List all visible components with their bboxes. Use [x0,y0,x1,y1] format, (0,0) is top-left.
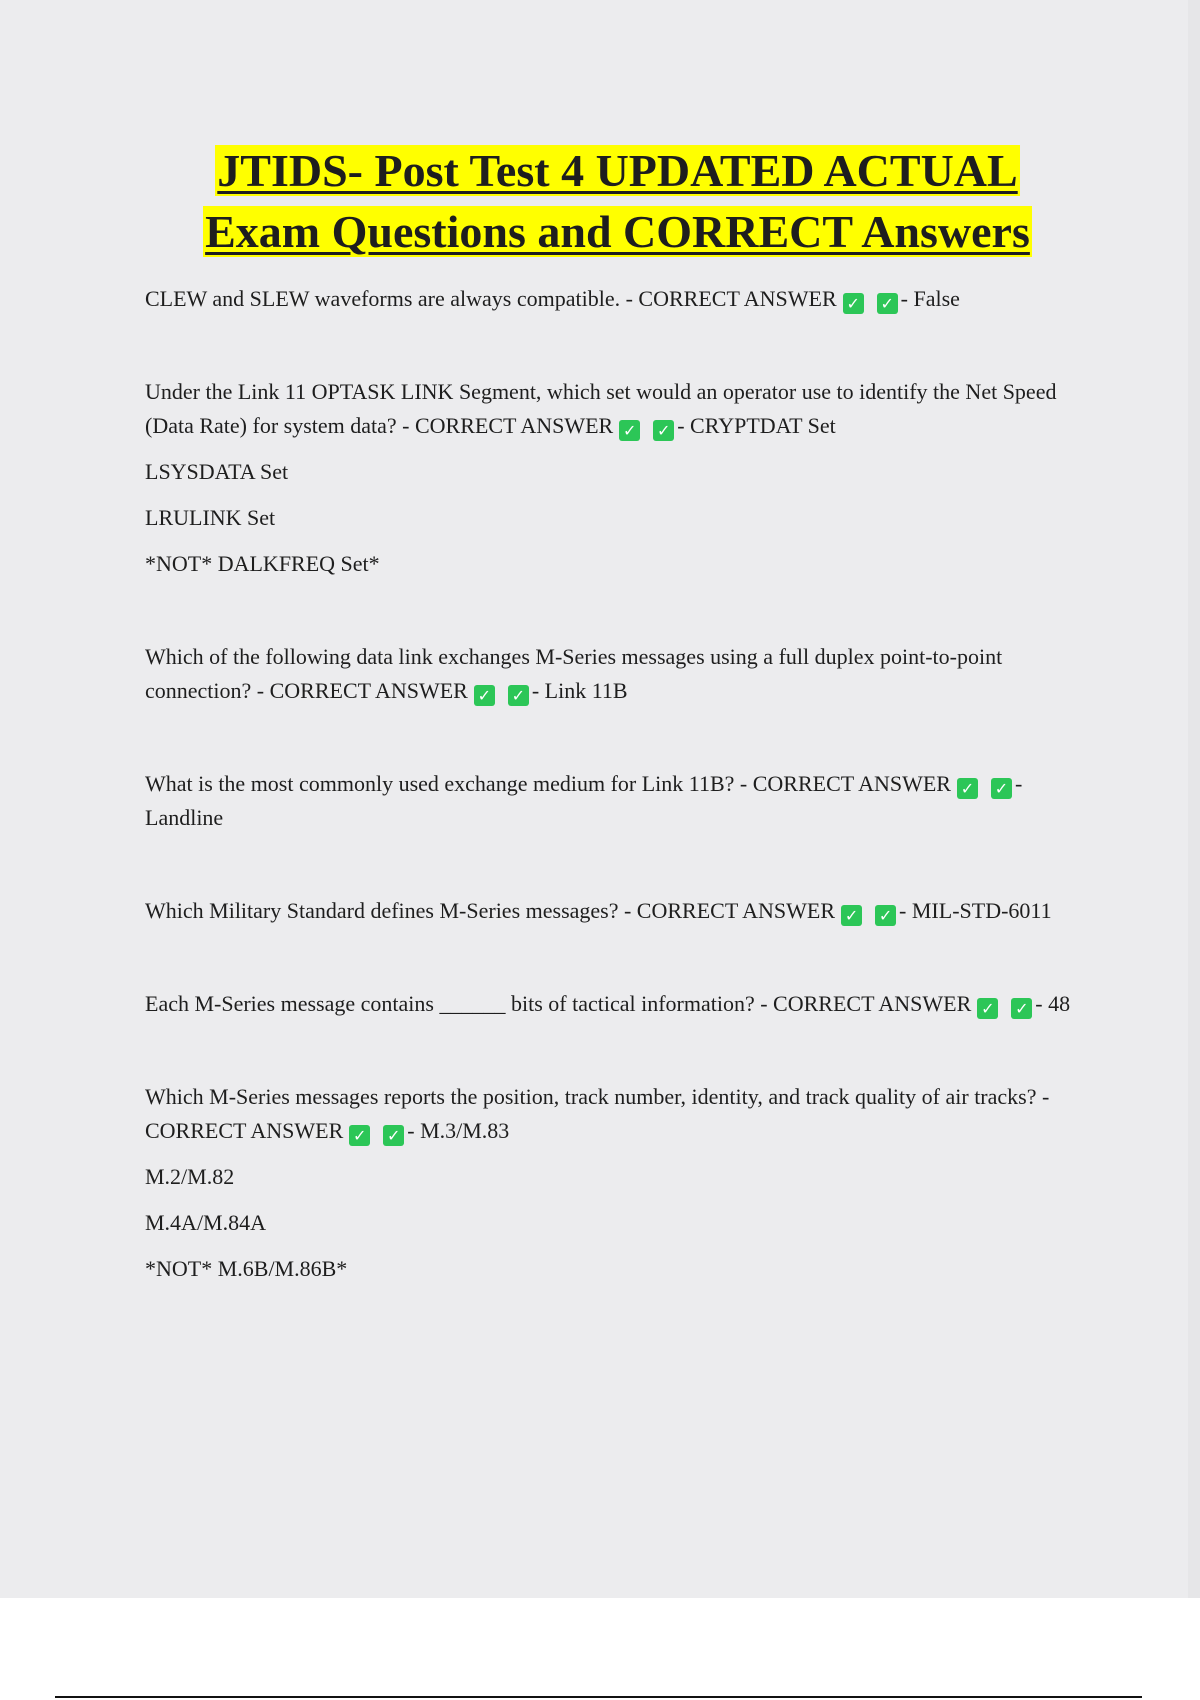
correct-answer-label: - CORRECT ANSWER [256,678,468,703]
correct-answer-label: - CORRECT ANSWER [625,286,837,311]
question-text: CLEW and SLEW waveforms are always compatible. [145,286,621,311]
question-paragraph [145,640,1090,708]
answer-text: - 48 [1035,991,1071,1016]
question-paragraph [145,894,1090,928]
answer-text: - CRYPTDAT Set [677,413,836,438]
check-mark-icon: ✓ [1011,998,1032,1019]
check-mark-icon: ✓ [877,293,898,314]
question-item [145,987,1090,1021]
check-mark-icon: ✓ [957,778,978,799]
question-text: Which M-Series messages reports the position, track number, identity, and track quality of air tracks? [145,1084,1037,1109]
correct-answer-label: - CORRECT ANSWER [145,1084,1050,1143]
check-mark-icon: ✓ [349,1125,370,1146]
question-text: Which Military Standard defines M-Series messages? [145,898,619,923]
question-item [145,282,1090,316]
check-mark-icon: ✓ [841,905,862,926]
check-mark-icon: ✓ [843,293,864,314]
answer-text: - Landline [145,771,1023,830]
question-item [145,1080,1090,1286]
answer-text: - MIL-STD-6011 [899,898,1052,923]
answer-text: - Link 11B [531,678,628,703]
question-paragraph [145,375,1090,443]
question-paragraph [145,987,1090,1021]
correct-answer-label: - CORRECT ANSWER [739,771,951,796]
question-text: Under the Link 11 OPTASK LINK Segment, which set would an operator use to identify the Net Speed (Data Rate) for system data? [145,379,1057,438]
question-item [145,767,1090,835]
check-mark-icon: ✓ [977,998,998,1019]
question-paragraph [145,282,1090,316]
question-item [145,375,1090,581]
question-text: Each M-Series message contains ______ bits of tactical information? [145,991,755,1016]
check-mark-icon: ✓ [991,778,1012,799]
title-line-1: JTIDS- Post Test 4 UPDATED ACTUAL [217,145,1018,196]
check-mark-icon: ✓ [474,685,495,706]
question-text: What is the most commonly used exchange medium for Link 11B? [145,771,735,796]
question-item [145,640,1090,708]
answer-option: *NOT* M.6B/M.86B* [145,1256,348,1281]
answer-option: *NOT* DALKFREQ Set* [145,551,380,576]
check-mark-icon: ✓ [619,420,640,441]
question-item [145,894,1090,928]
check-mark-icon: ✓ [653,420,674,441]
footer-divider [55,1696,1142,1698]
document-title [0,140,1200,262]
question-text: Which of the following data link exchanges M-Series messages using a full duplex point-to-point connection? [145,644,1003,703]
question-answer-list [145,282,1090,1286]
answer-option: LRULINK Set [145,505,276,530]
answer-option: M.2/M.82 [145,1164,235,1189]
question-paragraph [145,1080,1090,1148]
answer-text: - False [900,286,960,311]
question-paragraph [145,767,1090,835]
answer-option: LSYSDATA Set [145,459,289,484]
check-mark-icon: ✓ [508,685,529,706]
correct-answer-label: - CORRECT ANSWER [623,898,836,923]
correct-answer-label: - CORRECT ANSWER [402,413,614,438]
answer-text: - M.3/M.83 [407,1118,510,1143]
correct-answer-label: - CORRECT ANSWER [760,991,972,1016]
check-mark-icon: ✓ [383,1125,404,1146]
check-mark-icon: ✓ [875,905,896,926]
answer-option: M.4A/M.84A [145,1210,267,1235]
title-line-2: Exam Questions and CORRECT Answers [205,206,1030,257]
